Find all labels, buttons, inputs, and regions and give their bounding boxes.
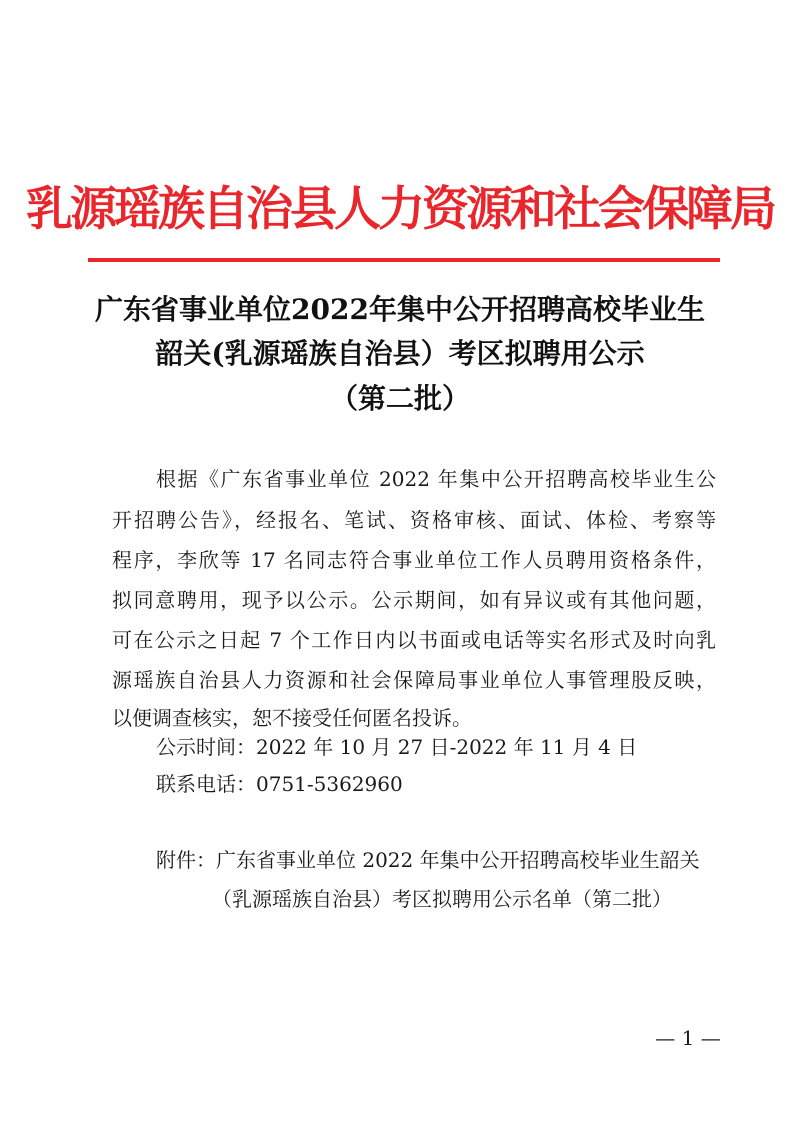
letterhead-title: 乳源瑶族自治县人力资源和社会保障局 — [26, 182, 774, 237]
paragraph-line-4: 拟同意聘用，现予以公示。公示期间，如有异议或有其他问题， — [112, 588, 716, 612]
notice-title-line-3: （第二批） — [329, 382, 470, 415]
page-number: — 1 — — [655, 1026, 721, 1050]
notice-title-line-1: 广东省事业单位2022年集中公开招聘高校毕业生 — [95, 293, 705, 326]
attachment-line-1: 附件：广东省事业单位 2022 年集中公开招聘高校毕业生韶关 — [156, 848, 700, 872]
paragraph-line-6: 源瑶族自治县人力资源和社会保障局事业单位人事管理股反映， — [112, 668, 716, 692]
paragraph-line-2: 开招聘公告》，经报名、笔试、资格审核、面试、体检、考察等 — [112, 508, 716, 532]
contact-phone: 联系电话：0751-5362960 — [156, 772, 403, 796]
paragraph-line-5: 可在公示之日起 7 个工作日内以书面或电话等实名形式及时向乳 — [112, 628, 716, 652]
letterhead-red-rule — [88, 258, 720, 262]
notice-title-line-2: 韶关(乳源瑶族自治县）考区拟聘用公示 — [155, 337, 645, 370]
paragraph-line-1: 根据《广东省事业单位 2022 年集中公开招聘高校毕业生公 — [156, 467, 716, 491]
paragraph-line-7: 以便调查核实，恕不接受任何匿名投诉。 — [112, 706, 472, 730]
attachment-line-2: （乳源瑶族自治县）考区拟聘用公示名单（第二批） — [212, 887, 672, 911]
publicity-period: 公示时间：2022 年 10 月 27 日-2022 年 11 月 4 日 — [156, 735, 638, 759]
paragraph-line-3: 程序，李欣等 17 名同志符合事业单位工作人员聘用资格条件， — [112, 548, 716, 572]
